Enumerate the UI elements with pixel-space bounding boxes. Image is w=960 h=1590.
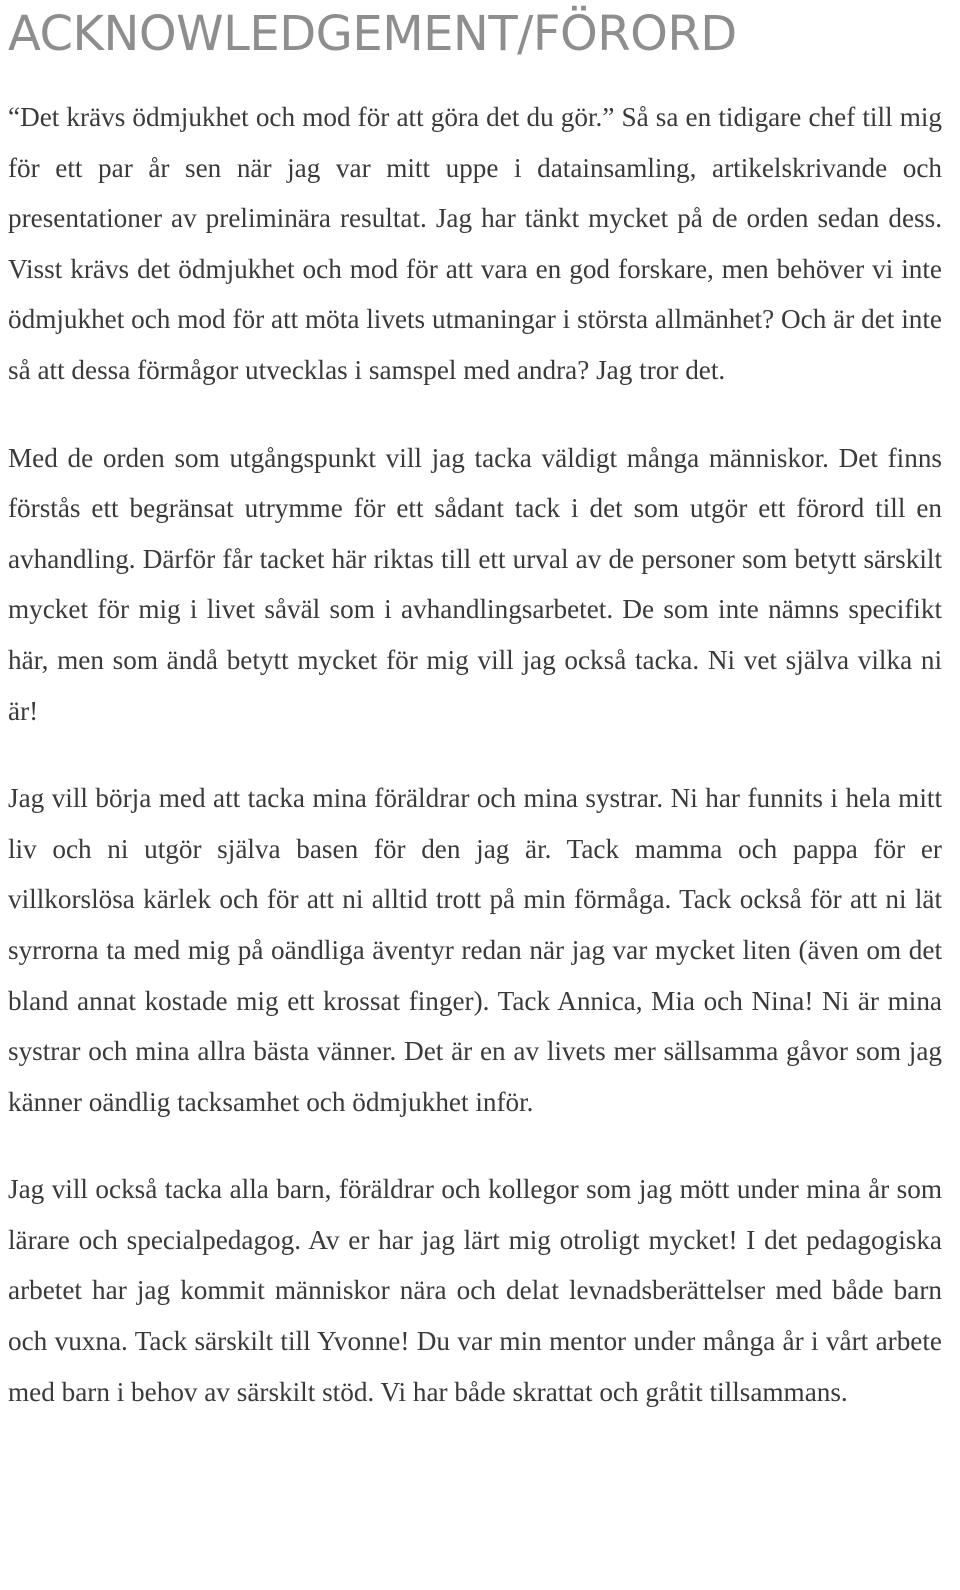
page-title: ACKNOWLEDGEMENT/FÖRORD xyxy=(8,6,737,62)
document-body xyxy=(8,92,942,1417)
paragraph-3: Jag vill börja med att tacka mina föräldrar och mina systrar. Ni har funnits i hela mitt liv och ni utgör själva basen för den jag är. Tack mamma och pappa för er villkorslösa kärlek och för att ni alltid trott på min förmåga. Tack också för att ni lät syrrorna ta med mig på oändliga äventyr redan när jag var mycket liten (även om det bland annat kostade mig ett krossat finger). Tack Annica, Mia och Nina! Ni är mina systrar och mina allra bästa vänner. Det är en av livets mer sällsamma gåvor som jag känner oändlig tacksamhet och ödmjukhet inför. xyxy=(8,783,942,1117)
paragraph-1: “Det krävs ödmjukhet och mod för att göra det du gör.” Så sa en tidigare chef till mig för ett par år sen när jag var mitt uppe i datainsamling, artikelskrivande och presentationer av preliminära resultat. Jag har tänkt mycket på de orden sedan dess. Visst krävs det ödmjukhet och mod för att vara en god forskare, men behöver vi inte ödmjukhet och mod för att möta livets utmaningar i största allmänhet? Och är det inte så att dessa förmågor utvecklas i samspel med andra? Jag tror det. xyxy=(8,102,942,385)
paragraph-2: Med de orden som utgångspunkt vill jag tacka väldigt många människor. Det finns förstås ett begränsat utrymme för ett sådant tack i det som utgör ett förord till en avhandling. Därför får tacket här riktas till ett urval av de personer som betytt särskilt mycket för mig i livet såväl som i avhandlingsarbetet. De som inte nämns specifikt här, men som ändå betytt mycket för mig vill jag också tacka. Ni vet själva vilka ni är! xyxy=(8,442,942,726)
paragraph-4: Jag vill också tacka alla barn, föräldrar och kollegor som jag mött under mina år som lärare och specialpedagog. Av er har jag lärt mig otroligt mycket! I det pedagogiska arbetet har jag kommit människor nära och delat levnadsberättelser med både barn och vuxna. Tack särskilt till Yvonne! Du var min mentor under många år i vårt arbete med barn i behov av särskilt stöd. Vi har både skrattat och gråtit tillsammans. xyxy=(8,1174,942,1407)
document-page xyxy=(8,0,942,1417)
